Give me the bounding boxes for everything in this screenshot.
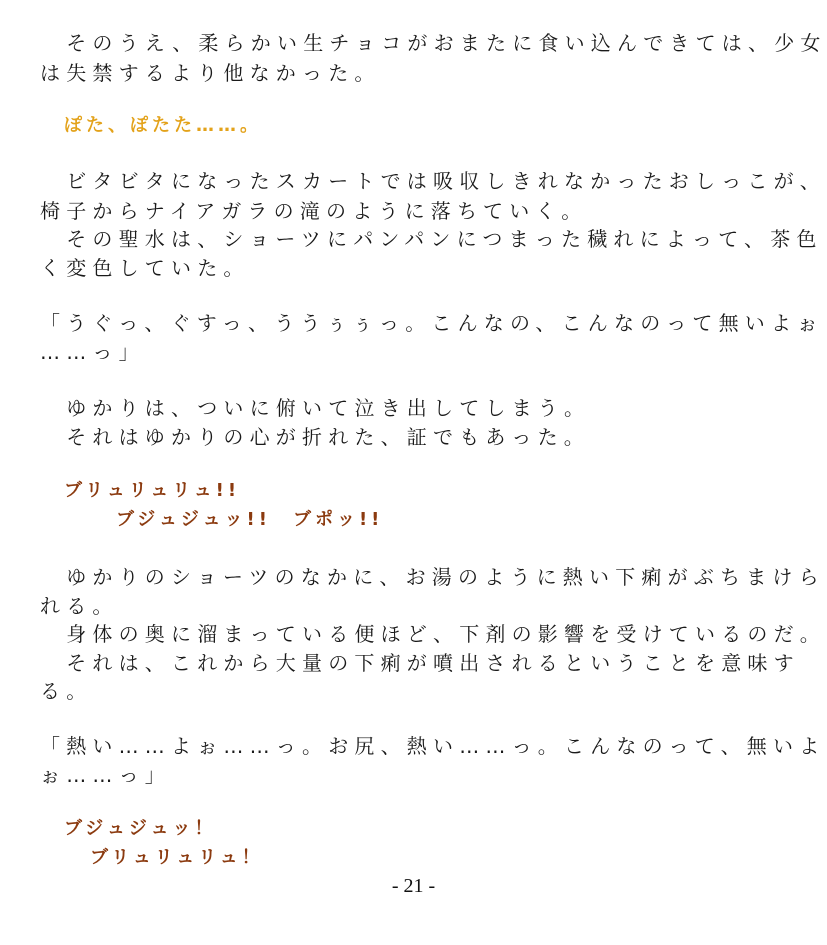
body-line: は失禁するより他なかった。 <box>40 61 381 85</box>
body-line: ゆかりは、ついに俯いて泣き出してしまう。 <box>40 396 591 420</box>
dialogue-line: ぉ……っ」 <box>40 763 171 787</box>
body-line: それはゆかりの心が折れた、証でもあった。 <box>40 425 590 449</box>
body-line: く変色していた。 <box>40 256 250 280</box>
dialogue-line: 「熱い……よぉ……っ。お尻、熱い……っ。こんなのって、無いよ <box>40 734 826 758</box>
body-line: 身体の奥に溜まっている便ほど、下剤の影響を受けているのだ。 <box>40 622 826 646</box>
sound-effect: ブリュリュリュ!! <box>64 480 241 501</box>
dialogue-line: 「うぐっ、ぐすっ、ううぅぅっ。こんなの、こんなのって無いよぉ <box>40 311 824 335</box>
dialogue-line: ……っ」 <box>40 340 145 364</box>
page-number: - 21 - <box>391 875 436 897</box>
sound-effect: ブリュリュリュ！ <box>90 847 264 868</box>
sound-effect: ブジュジュッ！ <box>64 818 217 839</box>
body-line: る。 <box>40 679 93 703</box>
sound-effect: ブジュジュッ!! ブポッ!! <box>116 509 384 530</box>
body-line: ビタビタになったスカートでは吸収しきれなかったおしっこが、 <box>40 169 826 193</box>
body-line: ゆかりのショーツのなかに、お湯のように熱い下痢がぶちまけら <box>40 565 825 589</box>
body-line: そのうえ、柔らかい生チョコがおまたに食い込んできては、少女 <box>40 31 827 55</box>
body-line: れる。 <box>40 594 119 618</box>
body-line: 椅子からナイアガラの滝のように落ちていく。 <box>40 199 588 223</box>
sound-effect-drip: ぽた、ぽたた……。 <box>64 115 262 136</box>
body-line: それは、これから大量の下痢が噴出されるということを意味す <box>40 651 800 675</box>
body-line: その聖水は、ショーツにパンパンにつまった穢れによって、茶色 <box>40 227 823 251</box>
